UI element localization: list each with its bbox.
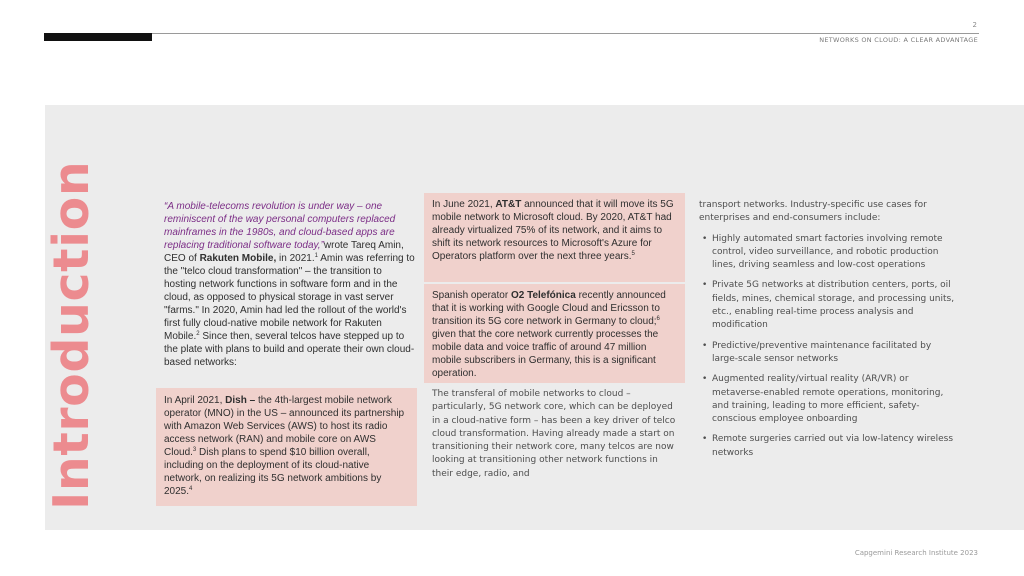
footer-credit: Capgemini Research Institute 2023 (854, 549, 978, 557)
list-item: • Predictive/preventive maintenance facilitated by large-scale sensor networks (699, 340, 955, 367)
header-bar (44, 33, 152, 41)
use-cases-column (699, 199, 955, 467)
o2-text-b: recently announced that it is working with Google Cloud and Ericsson to transition its 5G core network in Germany to cloud; (432, 290, 666, 327)
footnote-ref: 3 (192, 447, 197, 453)
dish-callout (156, 388, 417, 506)
dish-text-b: the 4th-largest mobile network operator (MNO) in the US – announced its partnership with Amazon Web Services (AWS) to host its radio access network (RAN) and mobile core on AWS Cloud. (164, 395, 405, 458)
intro-quote: “A mobile-telecoms revolution is under way – one reminiscent of the way personal computers replaced mainframes in the 1980s, and cloud-based apps are replacing traditional software today,” (164, 201, 396, 251)
intro-text-c: Amin was referring to the "telco cloud transformation" – the transition to hosting network functions in software form and in the cloud, as opposed to physical storage in vast server "farms." In 2020, Amin had led the rollout of the world's first fully cloud-native mobile network for Rakuten Mobile. (164, 253, 415, 342)
list-item: • Highly automated smart factories involving remote control, video surveillance, and robotic production lines, driving seamless and low-cost operations (699, 233, 955, 273)
use-cases-intro: transport networks. Industry-specific use cases for enterprises and end-consumers include: (699, 200, 927, 224)
footnote-ref: 4 (189, 486, 193, 492)
att-text-b: announced that it will move its 5G mobile network to Microsoft cloud. By 2020, AT&T had already virtualized 75% of its network, and it aims to shift its network resources to Microsoft's Azure for Operators platform over the next three years. (432, 199, 674, 262)
att-text-a: In June 2021, (432, 199, 496, 210)
section-title: Introduction (43, 160, 100, 510)
o2-callout (424, 284, 685, 383)
running-title: NETWORKS ON CLOUD: A CLEAR ADVANTAGE (819, 36, 978, 44)
page-number: 2 (972, 21, 977, 29)
header-rule (44, 33, 979, 34)
att-callout (424, 193, 685, 282)
list-item: • Remote surgeries carried out via low-latency wireless networks (699, 433, 955, 460)
footnote-ref: 6 (656, 316, 660, 322)
list-item: • Private 5G networks at distribution centers, ports, oil fields, mines, chemical storage, and processing units, etc., enabling real-time process analysis and modification (699, 279, 955, 332)
intro-paragraph (164, 200, 416, 369)
dish-text-a: In April 2021, (164, 395, 226, 406)
intro-text-a: wrote Tareq Amin, CEO of (164, 240, 404, 264)
intro-text-b: in 2021. (276, 253, 315, 264)
att-company: AT&T (495, 199, 522, 210)
dish-text-c: Dish plans to spend $10 billion overall, including on the deployment of its cloud-native network, on realizing its 5G network ambitions by 2025. (164, 447, 382, 497)
list-item: • Augmented reality/virtual reality (AR/VR) or metaverse-enabled remote operations, monitoring, and training, leading to more efficient, safety-conscious employee onboarding (699, 373, 955, 426)
o2-text-a: Spanish operator (432, 290, 511, 301)
o2-text-c: given that the core network currently processes the mobile data and voice traffic of around 47 million mobile subscribers in Germany, this is a significant operation. (432, 329, 659, 379)
intro-company: Rakuten Mobile, (199, 253, 277, 264)
dish-company: Dish – (225, 395, 256, 406)
footnote-ref: 5 (631, 251, 635, 257)
transferal-paragraph: The transferal of mobile networks to cloud – particularly, 5G network core, which can be deployed in a cloud-native form – has been a key driver of telco cloud transformation. Having already made a start on transitioning their network core, many telcos are now looking at transitioning other network functions in their edge, radio, and (432, 389, 676, 479)
use-cases-list (699, 233, 955, 460)
footnote-ref: 2 (196, 331, 200, 337)
intro-text-d: Since then, several telcos have stepped up to the plate with plans to build and operate their own cloud-based networks: (164, 331, 415, 368)
footnote-ref: 1 (314, 253, 318, 259)
o2-company: O2 Telefónica (510, 290, 576, 301)
